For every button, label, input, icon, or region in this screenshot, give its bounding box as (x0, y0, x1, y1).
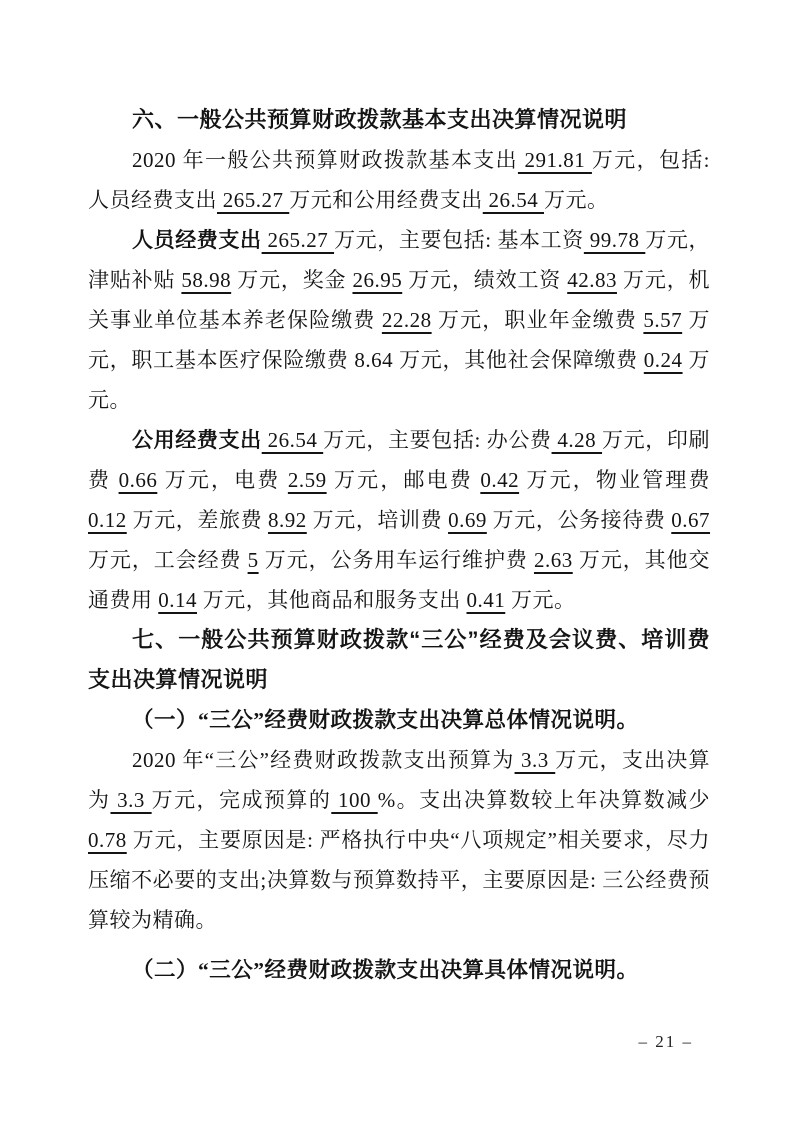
text-run: 万元，主要原因是: 严格执行中央“八项规定”相关要求，尽力压缩不必要的支出;决算数与预算数持平，主要原因是: 三公经费预算较为精确。 (88, 828, 710, 932)
text-run: %。支出决算数较上年决算数减少 (377, 788, 711, 812)
underlined-value: 4.28 (551, 428, 603, 452)
text-run: （一）“三公”经费财政拨款支出决算总体情况说明。 (132, 708, 639, 732)
page-number: – 21 – (638, 1032, 693, 1051)
text-run: 七、一般公共预算财政拨款“三公”经费及会议费、培训费支出决算情况说明 (88, 627, 710, 692)
text-run: 万元。 (88, 348, 711, 412)
text-run: 万元，包括: 人员经费支出 (88, 148, 711, 212)
text-run: 万元，物业管理费 (519, 468, 711, 492)
text-run: 万元，培训费 (306, 508, 449, 532)
text-run: 万元，电费 (157, 468, 288, 492)
text-run: 万元，邮电费 (326, 468, 481, 492)
underlined-value: 0.78 (88, 828, 127, 852)
underlined-value: 2.63 (533, 548, 573, 572)
underlined-value: 42.83 (567, 268, 617, 292)
underlined-value: 0.12 (88, 508, 127, 532)
text-run: 万元，印刷费 (88, 428, 711, 492)
three-public-funds-summary (88, 740, 710, 940)
underlined-value: 22.28 (381, 308, 432, 332)
underlined-value: 3.3 (514, 748, 556, 772)
text-run: 万元，完成预算的 (151, 788, 332, 812)
text-run: 万元，支出决算为 (88, 748, 711, 812)
sub-heading-2 (88, 950, 710, 990)
section-heading-6 (88, 100, 710, 140)
text-run: 万元，绩效工资 (402, 268, 568, 292)
personnel-expenses-detail (88, 220, 710, 420)
text-run: 万元。 (505, 588, 576, 612)
text-run: 万元，差旅费 (126, 508, 269, 532)
underlined-value: 8.92 (268, 508, 307, 532)
underlined-value: 5.57 (643, 308, 683, 332)
text-run: 万元，奖金 (231, 268, 353, 292)
text-run: 万元和公用经费支出 (289, 188, 483, 212)
text-run: 万元，主要包括: 基本工资 (334, 228, 584, 252)
underlined-value: 26.54 (261, 428, 324, 452)
underlined-value: 58.98 (181, 268, 232, 292)
underlined-value: 99.78 (583, 228, 646, 252)
text-run: 万元，主要包括: 办公费 (323, 428, 552, 452)
text-run: 公用经费支出 (132, 428, 262, 452)
text-run: 万元，职工基本医疗保险缴费 8.64 万元，其他社会保障缴费 (88, 308, 711, 372)
text-run: 万元，公务接待费 (486, 508, 672, 532)
text-run: 六、一般公共预算财政拨款基本支出决算情况说明 (132, 107, 628, 132)
underlined-value: 0.42 (480, 468, 520, 492)
underlined-value: 265.27 (261, 228, 335, 252)
underlined-value: 3.3 (110, 788, 152, 812)
underlined-value: 0.67 (671, 508, 711, 532)
text-run: 万元，机关事业单位基本养老保险缴费 (88, 268, 711, 332)
text-run: 万元，工会经费 (88, 548, 248, 572)
text-run: 万元，其他交通费用 (88, 548, 711, 612)
document-body (88, 100, 710, 990)
underlined-value: 26.95 (352, 268, 403, 292)
public-expenses-detail (88, 420, 710, 620)
underlined-value: 291.81 (517, 148, 592, 172)
underlined-value: 2.59 (287, 468, 327, 492)
text-run: 万元。 (544, 188, 609, 212)
text-run: 万元，公务用车运行维护费 (258, 548, 534, 572)
underlined-value: 0.24 (643, 348, 683, 372)
text-run: （二）“三公”经费财政拨款支出决算具体情况说明。 (132, 958, 639, 982)
text-run: 2020 年“三公”经费财政拨款支出预算为 (132, 748, 515, 772)
text-run: 万元，津贴补贴 (88, 228, 711, 292)
basic-expenditure-summary (88, 140, 710, 220)
underlined-value: 0.41 (466, 588, 506, 612)
section-heading-7 (88, 620, 710, 700)
underlined-value: 0.66 (118, 468, 158, 492)
text-run: 2020 年一般公共预算财政拨款基本支出 (132, 148, 518, 172)
underlined-value: 100 (331, 788, 378, 812)
sub-heading-1 (88, 700, 710, 740)
underlined-value: 0.14 (158, 588, 197, 612)
underlined-value: 265.27 (217, 188, 290, 212)
text-run: 万元，职业年金缴费 (431, 308, 644, 332)
underlined-value: 0.69 (448, 508, 487, 532)
text-run: 万元，其他商品和服务支出 (197, 588, 467, 612)
text-run: 人员经费支出 (132, 228, 262, 252)
underlined-value: 5 (247, 548, 259, 572)
underlined-value: 26.54 (482, 188, 544, 212)
